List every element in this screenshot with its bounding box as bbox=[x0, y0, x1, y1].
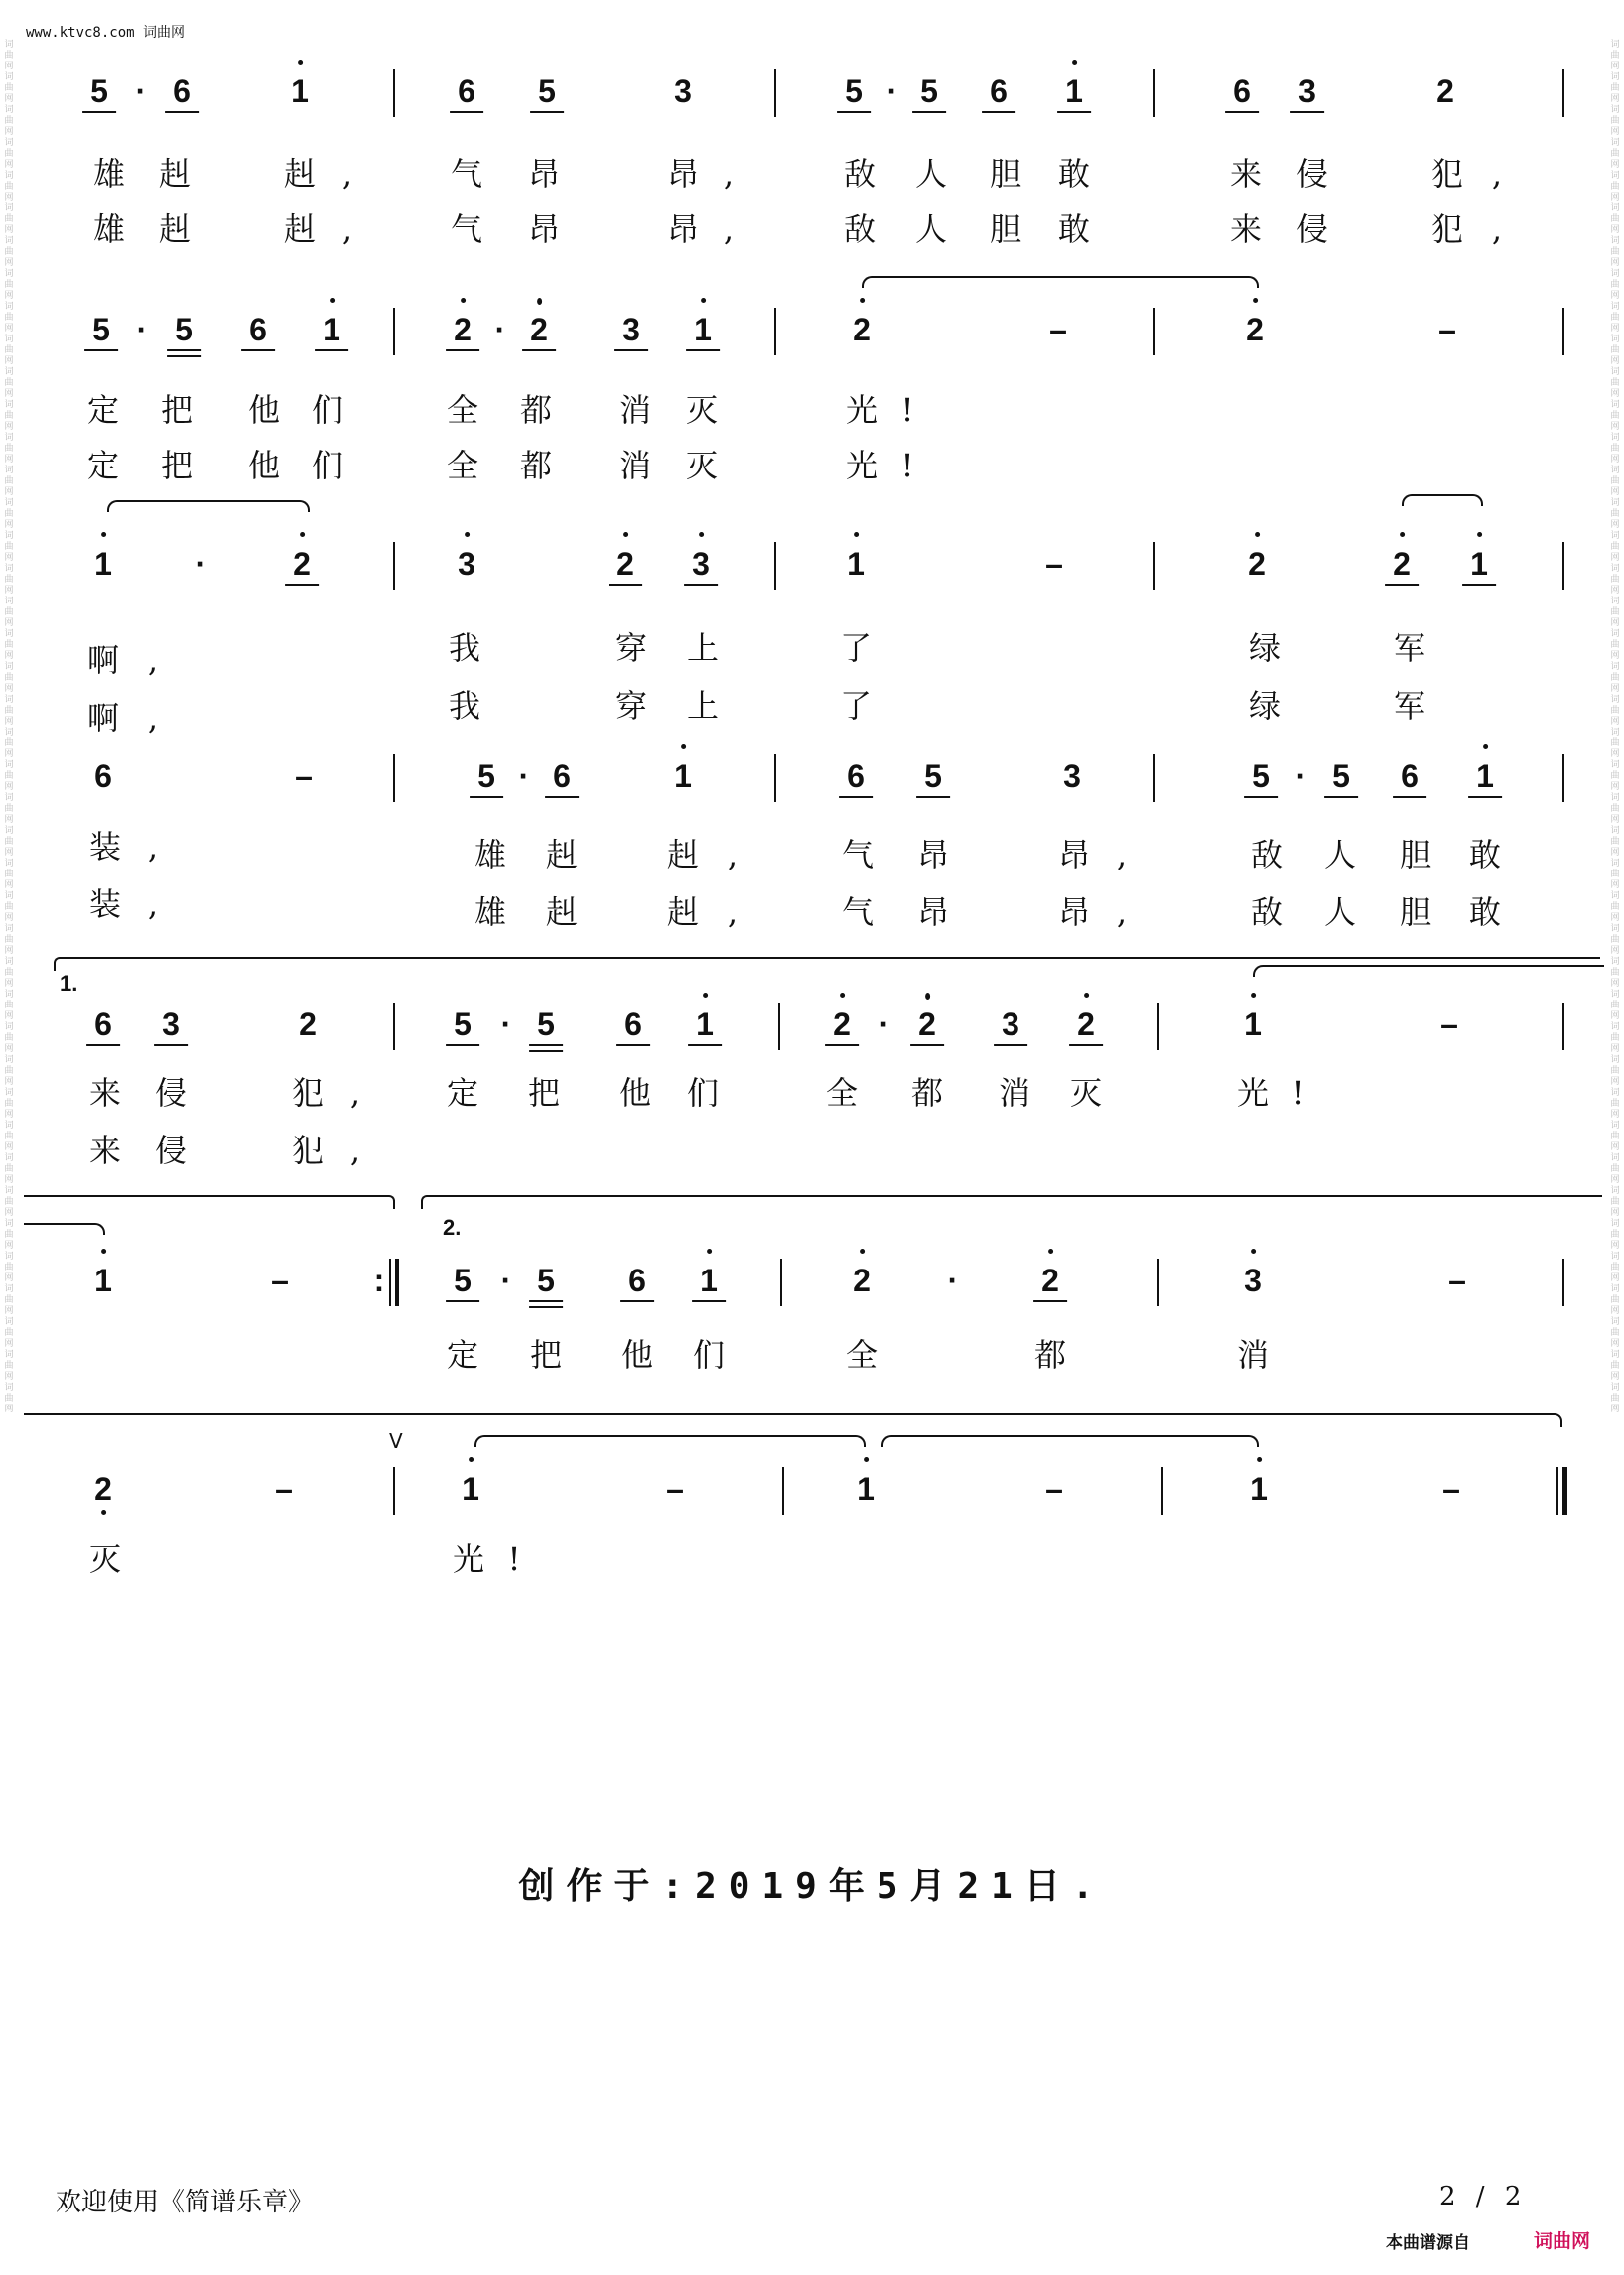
lyric: 雄 bbox=[92, 155, 126, 193]
bar-line bbox=[1562, 308, 1564, 355]
lyric: 昂 bbox=[1057, 836, 1091, 873]
lyric: 定 bbox=[446, 1074, 479, 1112]
note: 6 bbox=[458, 73, 475, 109]
note: 5 bbox=[845, 73, 863, 109]
lyric: , bbox=[1116, 893, 1128, 931]
bar-line bbox=[1153, 542, 1155, 590]
note: 2 bbox=[616, 546, 634, 582]
bar-line bbox=[1157, 1259, 1159, 1306]
lyric: 我 bbox=[448, 629, 481, 667]
note-dot: · bbox=[500, 1263, 512, 1298]
dash: – bbox=[1448, 1263, 1466, 1298]
note: 6 bbox=[553, 758, 571, 794]
lyric: 全 bbox=[825, 1074, 859, 1112]
lyric: 人 bbox=[1323, 836, 1357, 873]
note: 1 bbox=[94, 546, 112, 582]
lyric: 雄 bbox=[474, 836, 507, 873]
dash: – bbox=[275, 1471, 293, 1507]
note-dot: · bbox=[494, 312, 506, 347]
lyric: 都 bbox=[1033, 1336, 1067, 1374]
note: 3 bbox=[1063, 758, 1081, 794]
bar-line bbox=[1153, 308, 1155, 355]
page-number: 2 / 2 bbox=[1439, 2182, 1528, 2211]
lyric: , bbox=[341, 155, 353, 193]
lyric: ! bbox=[1291, 1074, 1305, 1112]
bar-line bbox=[778, 1003, 780, 1050]
volta-1-label: 1. bbox=[60, 971, 78, 996]
note: 1 bbox=[1065, 73, 1083, 109]
lyric: 雄 bbox=[474, 893, 507, 931]
note-dot: · bbox=[518, 758, 530, 794]
note: 5 bbox=[454, 1006, 472, 1042]
lyric: 啊 bbox=[86, 641, 120, 679]
lyric: , bbox=[727, 836, 739, 873]
lyric: , bbox=[723, 155, 735, 193]
lyric: , bbox=[723, 210, 735, 248]
note: 2 bbox=[454, 312, 472, 347]
tie bbox=[474, 1435, 866, 1447]
lyric: , bbox=[341, 210, 353, 248]
lyric: , bbox=[349, 1074, 361, 1112]
lyric: 胆 bbox=[989, 210, 1022, 248]
lyric: 他 bbox=[247, 391, 281, 429]
slur bbox=[107, 500, 310, 512]
source-label: 本曲谱源自 bbox=[1386, 2233, 1470, 2253]
note: 2 bbox=[1041, 1263, 1059, 1298]
slur bbox=[1402, 494, 1483, 506]
note: 1 bbox=[323, 312, 340, 347]
lyric: 胆 bbox=[1399, 893, 1432, 931]
note: 1 bbox=[696, 1006, 714, 1042]
note: 3 bbox=[162, 1006, 180, 1042]
note-dot: · bbox=[879, 1006, 890, 1042]
lyric: 把 bbox=[529, 1336, 563, 1374]
note: 3 bbox=[1298, 73, 1316, 109]
right-watermark: 词曲网词曲网词曲网词曲网词曲网词曲网词曲网词曲网词曲网词曲网词曲网词曲网词曲网词曲网词曲网词曲网词曲网词曲网词曲网词曲网词曲网词曲网词曲网词曲网词曲网词曲网词曲网词曲网词曲网词曲网词曲网词曲网词曲网词曲网词曲网词曲网词曲网词曲网词曲网词曲网词曲网词曲网 bbox=[1610, 40, 1620, 1414]
lyric: 人 bbox=[914, 210, 948, 248]
bar-line bbox=[780, 1259, 782, 1306]
note: 5 bbox=[1332, 758, 1350, 794]
lyric: 敢 bbox=[1468, 893, 1502, 931]
lyric: 他 bbox=[618, 1074, 652, 1112]
lyric: 上 bbox=[686, 629, 720, 667]
lyric: , bbox=[147, 828, 159, 866]
lyric: , bbox=[1491, 155, 1503, 193]
lyric: 把 bbox=[160, 447, 194, 484]
lyric: 昂 bbox=[666, 155, 700, 193]
repeat-colon: : bbox=[373, 1263, 385, 1298]
lyric: , bbox=[349, 1132, 361, 1169]
lyric: 来 bbox=[1229, 155, 1263, 193]
lyric: 赳 bbox=[283, 155, 317, 193]
lyric: 气 bbox=[450, 155, 483, 193]
lyric: , bbox=[147, 885, 159, 923]
bar-line bbox=[1562, 754, 1564, 802]
dash: – bbox=[1049, 312, 1067, 347]
lyric: 侵 bbox=[1295, 210, 1329, 248]
lyric: 人 bbox=[914, 155, 948, 193]
bar-line bbox=[1157, 1003, 1159, 1050]
lyric: 灭 bbox=[88, 1540, 122, 1578]
bar-line bbox=[393, 1003, 395, 1050]
repeat-bar-line-thick bbox=[395, 1259, 399, 1306]
lyric: 军 bbox=[1393, 629, 1426, 667]
lyric: 胆 bbox=[1399, 836, 1432, 873]
note: 3 bbox=[692, 546, 710, 582]
lyric: 绿 bbox=[1248, 687, 1282, 725]
note: 6 bbox=[94, 758, 112, 794]
dash: – bbox=[1045, 546, 1063, 582]
left-watermark: 词曲网词曲网词曲网词曲网词曲网词曲网词曲网词曲网词曲网词曲网词曲网词曲网词曲网词曲网词曲网词曲网词曲网词曲网词曲网词曲网词曲网词曲网词曲网词曲网词曲网词曲网词曲网词曲网词曲网词曲网词曲网词曲网词曲网词曲网词曲网词曲网词曲网词曲网词曲网词曲网词曲网词曲网 bbox=[4, 40, 14, 1414]
tie-long bbox=[24, 1413, 1562, 1427]
bar-line bbox=[1153, 754, 1155, 802]
note: 6 bbox=[1401, 758, 1419, 794]
dash: – bbox=[1045, 1471, 1063, 1507]
lyric: 赳 bbox=[666, 836, 700, 873]
lyric: 光 bbox=[845, 447, 879, 484]
lyric: 敌 bbox=[843, 155, 877, 193]
lyric: 胆 bbox=[989, 155, 1022, 193]
bar-line bbox=[393, 69, 395, 117]
lyric: 昂 bbox=[1057, 893, 1091, 931]
lyric: 犯 bbox=[1430, 155, 1464, 193]
lyric: 上 bbox=[686, 687, 720, 725]
lyric: 赳 bbox=[158, 155, 192, 193]
note: 6 bbox=[628, 1263, 646, 1298]
lyric: 了 bbox=[839, 629, 873, 667]
lyric: 定 bbox=[86, 447, 120, 484]
lyric: 消 bbox=[618, 391, 652, 429]
lyric: 定 bbox=[86, 391, 120, 429]
lyric: 把 bbox=[160, 391, 194, 429]
note: 3 bbox=[622, 312, 640, 347]
lyric: 来 bbox=[88, 1132, 122, 1169]
bar-line bbox=[774, 308, 776, 355]
note: 2 bbox=[918, 1006, 936, 1042]
note: 6 bbox=[249, 312, 267, 347]
final-bar-line-thick bbox=[1562, 1467, 1567, 1515]
note: 6 bbox=[847, 758, 865, 794]
note-dot: · bbox=[195, 546, 206, 582]
note: 6 bbox=[94, 1006, 112, 1042]
composition-date: 创作于:2019年5月21日. bbox=[518, 1866, 1106, 1907]
lyric: 光 bbox=[845, 391, 879, 429]
dash: – bbox=[1440, 1006, 1458, 1042]
bar-line bbox=[1562, 542, 1564, 590]
lyric: 赳 bbox=[283, 210, 317, 248]
lyric: 全 bbox=[446, 447, 479, 484]
lyric: 们 bbox=[311, 447, 344, 484]
site-header: www.ktvc8.com 词曲网 bbox=[26, 25, 186, 41]
note: 2 bbox=[1246, 312, 1264, 347]
note: 6 bbox=[173, 73, 191, 109]
note: 6 bbox=[990, 73, 1008, 109]
bar-line bbox=[393, 308, 395, 355]
note: 5 bbox=[538, 73, 556, 109]
lyric: 昂 bbox=[916, 893, 950, 931]
lyric: 装 bbox=[88, 828, 122, 866]
note: 2 bbox=[1436, 73, 1454, 109]
lyric: 灭 bbox=[685, 447, 719, 484]
lyric: 军 bbox=[1393, 687, 1426, 725]
lyric: 敢 bbox=[1057, 210, 1091, 248]
dash: – bbox=[666, 1471, 684, 1507]
note: 1 bbox=[1250, 1471, 1268, 1507]
lyric: 来 bbox=[1229, 210, 1263, 248]
note: 1 bbox=[462, 1471, 479, 1507]
note: 1 bbox=[291, 73, 309, 109]
volta-2-label: 2. bbox=[443, 1215, 462, 1240]
note: 5 bbox=[175, 312, 193, 347]
tie bbox=[24, 1223, 105, 1235]
lyric: 都 bbox=[519, 391, 553, 429]
breath-mark: V bbox=[389, 1429, 403, 1453]
bar-line bbox=[774, 69, 776, 117]
welcome-text: 欢迎使用《简谱乐章》 bbox=[56, 2188, 315, 2217]
note: 1 bbox=[857, 1471, 875, 1507]
lyric: 赳 bbox=[158, 210, 192, 248]
note: 6 bbox=[624, 1006, 642, 1042]
lyric: 侵 bbox=[1295, 155, 1329, 193]
note: 1 bbox=[694, 312, 712, 347]
note: 2 bbox=[1077, 1006, 1095, 1042]
note: 2 bbox=[530, 312, 548, 347]
note: 2 bbox=[1393, 546, 1411, 582]
note: 2 bbox=[853, 1263, 871, 1298]
source-logo: 词曲网 bbox=[1534, 2230, 1591, 2252]
lyric: 昂 bbox=[527, 155, 561, 193]
note: 5 bbox=[90, 73, 108, 109]
tie bbox=[862, 276, 1259, 288]
lyric: 他 bbox=[247, 447, 281, 484]
lyric: 赳 bbox=[666, 893, 700, 931]
bar-line bbox=[1562, 69, 1564, 117]
note-dot: · bbox=[947, 1263, 959, 1298]
lyric: 绿 bbox=[1248, 629, 1282, 667]
bar-line bbox=[1161, 1467, 1163, 1515]
lyric: 消 bbox=[1236, 1336, 1270, 1374]
lyric: 了 bbox=[839, 687, 873, 725]
note: 5 bbox=[477, 758, 495, 794]
lyric: 光 bbox=[452, 1540, 485, 1578]
lyric: 全 bbox=[446, 391, 479, 429]
lyric: , bbox=[727, 893, 739, 931]
note: 5 bbox=[920, 73, 938, 109]
bar-line bbox=[393, 754, 395, 802]
note: 3 bbox=[1002, 1006, 1019, 1042]
bar-line bbox=[782, 1467, 784, 1515]
lyric: 把 bbox=[527, 1074, 561, 1112]
bar-line bbox=[393, 542, 395, 590]
lyric: 我 bbox=[448, 687, 481, 725]
lyric: 都 bbox=[519, 447, 553, 484]
lyric: 昂 bbox=[666, 210, 700, 248]
note: 1 bbox=[1476, 758, 1494, 794]
note: 1 bbox=[1244, 1006, 1262, 1042]
lyric: 灭 bbox=[1069, 1074, 1103, 1112]
lyric: 敌 bbox=[1250, 836, 1284, 873]
note: 2 bbox=[853, 312, 871, 347]
note-dot: · bbox=[1295, 758, 1307, 794]
final-bar-line bbox=[1556, 1467, 1558, 1515]
lyric: 敌 bbox=[1250, 893, 1284, 931]
lyric: , bbox=[1491, 210, 1503, 248]
lyric: 啊 bbox=[86, 699, 120, 736]
note-dot: · bbox=[886, 73, 898, 109]
dash: – bbox=[295, 758, 313, 794]
lyric: 穿 bbox=[614, 687, 648, 725]
volta-2-bracket bbox=[421, 1195, 1602, 1209]
lyric: ! bbox=[900, 447, 914, 484]
note: 1 bbox=[847, 546, 865, 582]
note: 3 bbox=[458, 546, 475, 582]
dash: – bbox=[271, 1263, 289, 1298]
note: 1 bbox=[94, 1263, 112, 1298]
bar-line bbox=[774, 754, 776, 802]
lyric: 气 bbox=[841, 836, 875, 873]
lyric: 敢 bbox=[1468, 836, 1502, 873]
lyric: 消 bbox=[618, 447, 652, 484]
lyric: 灭 bbox=[685, 391, 719, 429]
lyric: 气 bbox=[841, 893, 875, 931]
note: 3 bbox=[1244, 1263, 1262, 1298]
bar-line bbox=[1153, 69, 1155, 117]
lyric: , bbox=[147, 641, 159, 679]
note: 1 bbox=[674, 758, 692, 794]
dash: – bbox=[1438, 312, 1456, 347]
lyric: 装 bbox=[88, 885, 122, 923]
lyric: 来 bbox=[88, 1074, 122, 1112]
lyric: 都 bbox=[910, 1074, 944, 1112]
note: 2 bbox=[293, 546, 311, 582]
lyric: 他 bbox=[620, 1336, 654, 1374]
lyric: , bbox=[1116, 836, 1128, 873]
lyric: 穿 bbox=[614, 629, 648, 667]
lyric: 消 bbox=[998, 1074, 1031, 1112]
lyric: 赳 bbox=[545, 893, 579, 931]
dash: – bbox=[1442, 1471, 1460, 1507]
lyric: 定 bbox=[446, 1336, 479, 1374]
tie bbox=[1253, 965, 1604, 977]
lyric: 侵 bbox=[154, 1074, 188, 1112]
lyric: 敢 bbox=[1057, 155, 1091, 193]
note: 2 bbox=[94, 1471, 112, 1507]
lyric: 雄 bbox=[92, 210, 126, 248]
lyric: 敌 bbox=[843, 210, 877, 248]
note: 5 bbox=[92, 312, 110, 347]
lyric: ! bbox=[507, 1540, 521, 1578]
lyric: ! bbox=[900, 391, 914, 429]
note: 1 bbox=[1470, 546, 1488, 582]
lyric: 犯 bbox=[1430, 210, 1464, 248]
note-dot: · bbox=[136, 312, 148, 347]
note: 5 bbox=[1252, 758, 1270, 794]
note: 6 bbox=[1233, 73, 1251, 109]
lyric: , bbox=[147, 699, 159, 736]
note: 3 bbox=[674, 73, 692, 109]
lyric: 光 bbox=[1236, 1074, 1270, 1112]
note-dot: · bbox=[500, 1006, 512, 1042]
note: 5 bbox=[454, 1263, 472, 1298]
repeat-bar-line bbox=[389, 1259, 391, 1306]
note: 5 bbox=[924, 758, 942, 794]
note: 2 bbox=[833, 1006, 851, 1042]
lyric: 们 bbox=[311, 391, 344, 429]
bar-line bbox=[393, 1467, 395, 1515]
volta-1-end-bracket bbox=[24, 1195, 395, 1209]
lyric: 赳 bbox=[545, 836, 579, 873]
lyric: 犯 bbox=[291, 1132, 325, 1169]
lyric: 侵 bbox=[154, 1132, 188, 1169]
note: 2 bbox=[1248, 546, 1266, 582]
note: 2 bbox=[299, 1006, 317, 1042]
bar-line bbox=[1562, 1259, 1564, 1306]
lyric: 全 bbox=[845, 1336, 879, 1374]
lyric: 们 bbox=[692, 1336, 726, 1374]
note-dot: · bbox=[135, 73, 147, 109]
note: 1 bbox=[700, 1263, 718, 1298]
lyric: 气 bbox=[450, 210, 483, 248]
tie bbox=[881, 1435, 1259, 1447]
note: 5 bbox=[537, 1006, 555, 1042]
bar-line bbox=[1562, 1003, 1564, 1050]
lyric: 犯 bbox=[291, 1074, 325, 1112]
lyric: 们 bbox=[686, 1074, 720, 1112]
lyric: 昂 bbox=[916, 836, 950, 873]
note: 5 bbox=[537, 1263, 555, 1298]
lyric: 昂 bbox=[527, 210, 561, 248]
bar-line bbox=[774, 542, 776, 590]
lyric: 人 bbox=[1323, 893, 1357, 931]
